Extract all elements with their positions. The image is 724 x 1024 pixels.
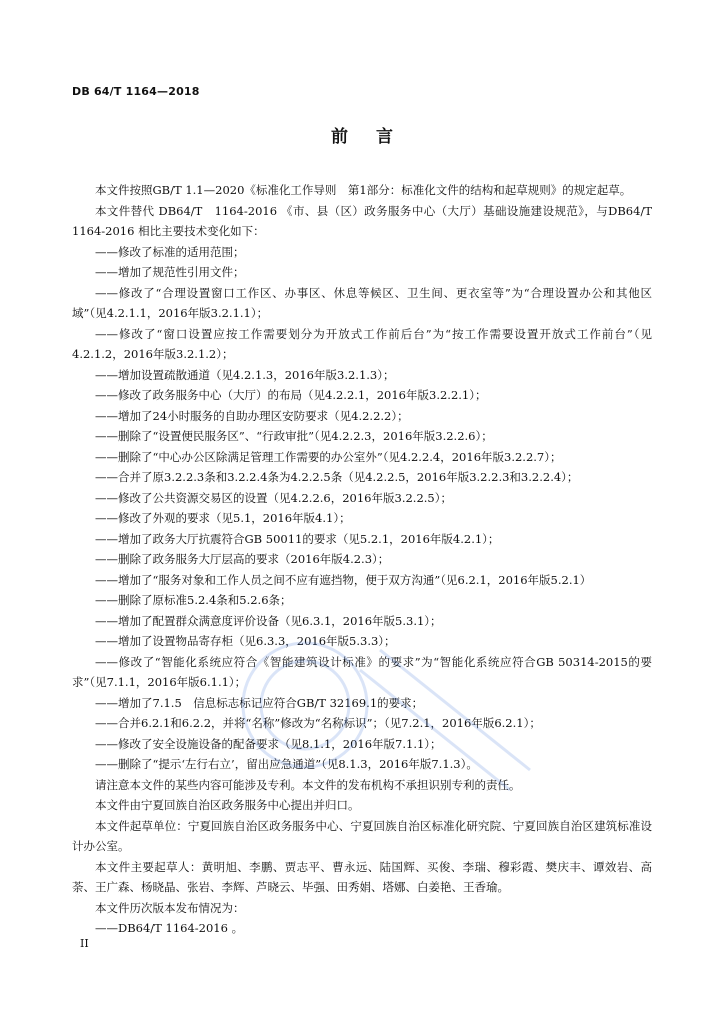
change-item: ——修改了政务服务中心（大厅）的布局（见4.2.2.1，2016年版3.2.2.1）； xyxy=(95,388,487,402)
closing-paragraph: 请注意本文件的某些内容可能涉及专利。本文件的发布机构不承担识别专利的责任。 xyxy=(95,777,521,792)
change-item: ——合并6.2.1和6.2.2，并将“名称”修改为“名称标识”；（见7.2.1，2016年版6.2.1）； xyxy=(95,716,541,730)
page-number: II xyxy=(80,937,89,950)
change-item: ——增加了7.1.5 信息标志标记应符合GB/T 32169.1的要求； xyxy=(95,695,424,710)
change-item: ——增加了规范性引用文件； xyxy=(95,265,245,279)
change-item: ——删除了政务服务大厅层高的要求（2016年版4.2.3）； xyxy=(95,552,390,566)
intro-paragraph: 本文件替代 DB64/T 1164-2016 《市、县（区）政务服务中心（大厅）基础设施建设规范》，与DB64/T 1164-2016 相比主要技术变化如下： xyxy=(72,203,652,238)
change-item: ——修改了安全设施设备的配备要求（见8.1.1，2016年版7.1.1）； xyxy=(95,736,442,751)
intro-paragraph: 本文件按照GB/T 1.1—2020《标准化工作导则 第1部分：标准化文件的结构和起草规则》的规定起草。 xyxy=(95,183,632,197)
closing-paragraph: 本文件由宁夏回族自治区政务服务中心提出并归口。 xyxy=(95,798,360,812)
change-item: ——删除了“中心办公区除满足管理工作需要的办公室外”（见4.2.2.4，2016年版3.2.2.7）； xyxy=(95,449,562,464)
change-item: ——增加了政务大厅抗震符合GB 50011的要求（见5.2.1，2016年版4.2.1）； xyxy=(95,531,500,546)
change-item: ——增加了24小时服务的自助办理区安防要求（见4.2.2.2）； xyxy=(95,408,409,423)
change-item: ——修改了公共资源交易区的设置（见4.2.2.6，2016年版3.2.2.5）； xyxy=(95,490,452,505)
closing-paragraph: 本文件起草单位：宁夏回族自治区政务服务中心、宁夏回族自治区标准化研究院、宁夏回族自治区建筑标准设计办公室。 xyxy=(72,818,652,853)
page-title: 前言 xyxy=(331,127,421,147)
change-item: ——增加了配置群众满意度评价设备（见6.3.1，2016年版5.3.1）； xyxy=(95,613,442,628)
change-item: ——删除了“设置便民服务区”、“行政审批”（见4.2.2.3，2016年版3.2.2.6）； xyxy=(95,429,493,443)
change-item: ——增加了“服务对象和工作人员之间不应有遮挡物，便于双方沟通”（见6.2.1，2016年版5.2.1） xyxy=(95,572,592,587)
change-item: ——删除了“提示‘左行右立’，留出应急通道”（见8.1.3，2016年版7.1.3）。 xyxy=(95,757,478,771)
change-item: ——修改了“智能化系统应符合《智能建筑设计标准》的要求”为“智能化系统应符合GB 50314-2015的要求”（见7.1.1，2016年版6.1.1）； xyxy=(72,654,652,689)
change-item: ——修改了“窗口设置应按工作需要划分为开放式工作前后台”为“按工作需要设置开放式工作前台”（见4.2.1.2，2016年版3.2.1.2）； xyxy=(72,326,652,361)
change-item: ——修改了标准的适用范围； xyxy=(95,244,245,259)
foreword-body xyxy=(72,180,652,939)
change-item: ——增加设置疏散通道（见4.2.1.3，2016年版3.2.1.3）； xyxy=(95,367,395,382)
change-item: ——合并了原3.2.2.3条和3.2.2.4条为4.2.2.5条（见4.2.2.5，2016年版3.2.2.3和3.2.2.4）； xyxy=(95,470,579,484)
closing-paragraph: 本文件历次版本发布情况为： xyxy=(95,900,245,915)
change-item: ——修改了外观的要求（见5.1，2016年版4.1）； xyxy=(95,511,351,525)
standard-code: DB 64/T 1164—2018 xyxy=(72,85,200,98)
closing-paragraph: ——DB64/T 1164-2016 。 xyxy=(95,921,244,935)
change-item: ——修改了“合理设置窗口工作区、办事区、休息等候区、卫生间、更衣室等”为“合理设置办公和其他区域”（见4.2.1.1，2016年版3.2.1.1）； xyxy=(72,285,652,320)
closing-paragraph: 本文件主要起草人：黄明旭、李鹏、贾志平、曹永远、陆国辉、买俊、李瑞、穆彩霞、樊庆丰、谭效岩、高荼、王广森、杨晓晶、张岩、李辉、芦晓云、毕强、田秀娟、塔娜、白姜艳、王香瑜。 xyxy=(72,859,652,894)
change-item: ——删除了原标准5.2.4条和5.2.6条； xyxy=(95,593,292,607)
change-item: ——增加了设置物品寄存柜（见6.3.3，2016年版5.3.3）； xyxy=(95,634,396,648)
